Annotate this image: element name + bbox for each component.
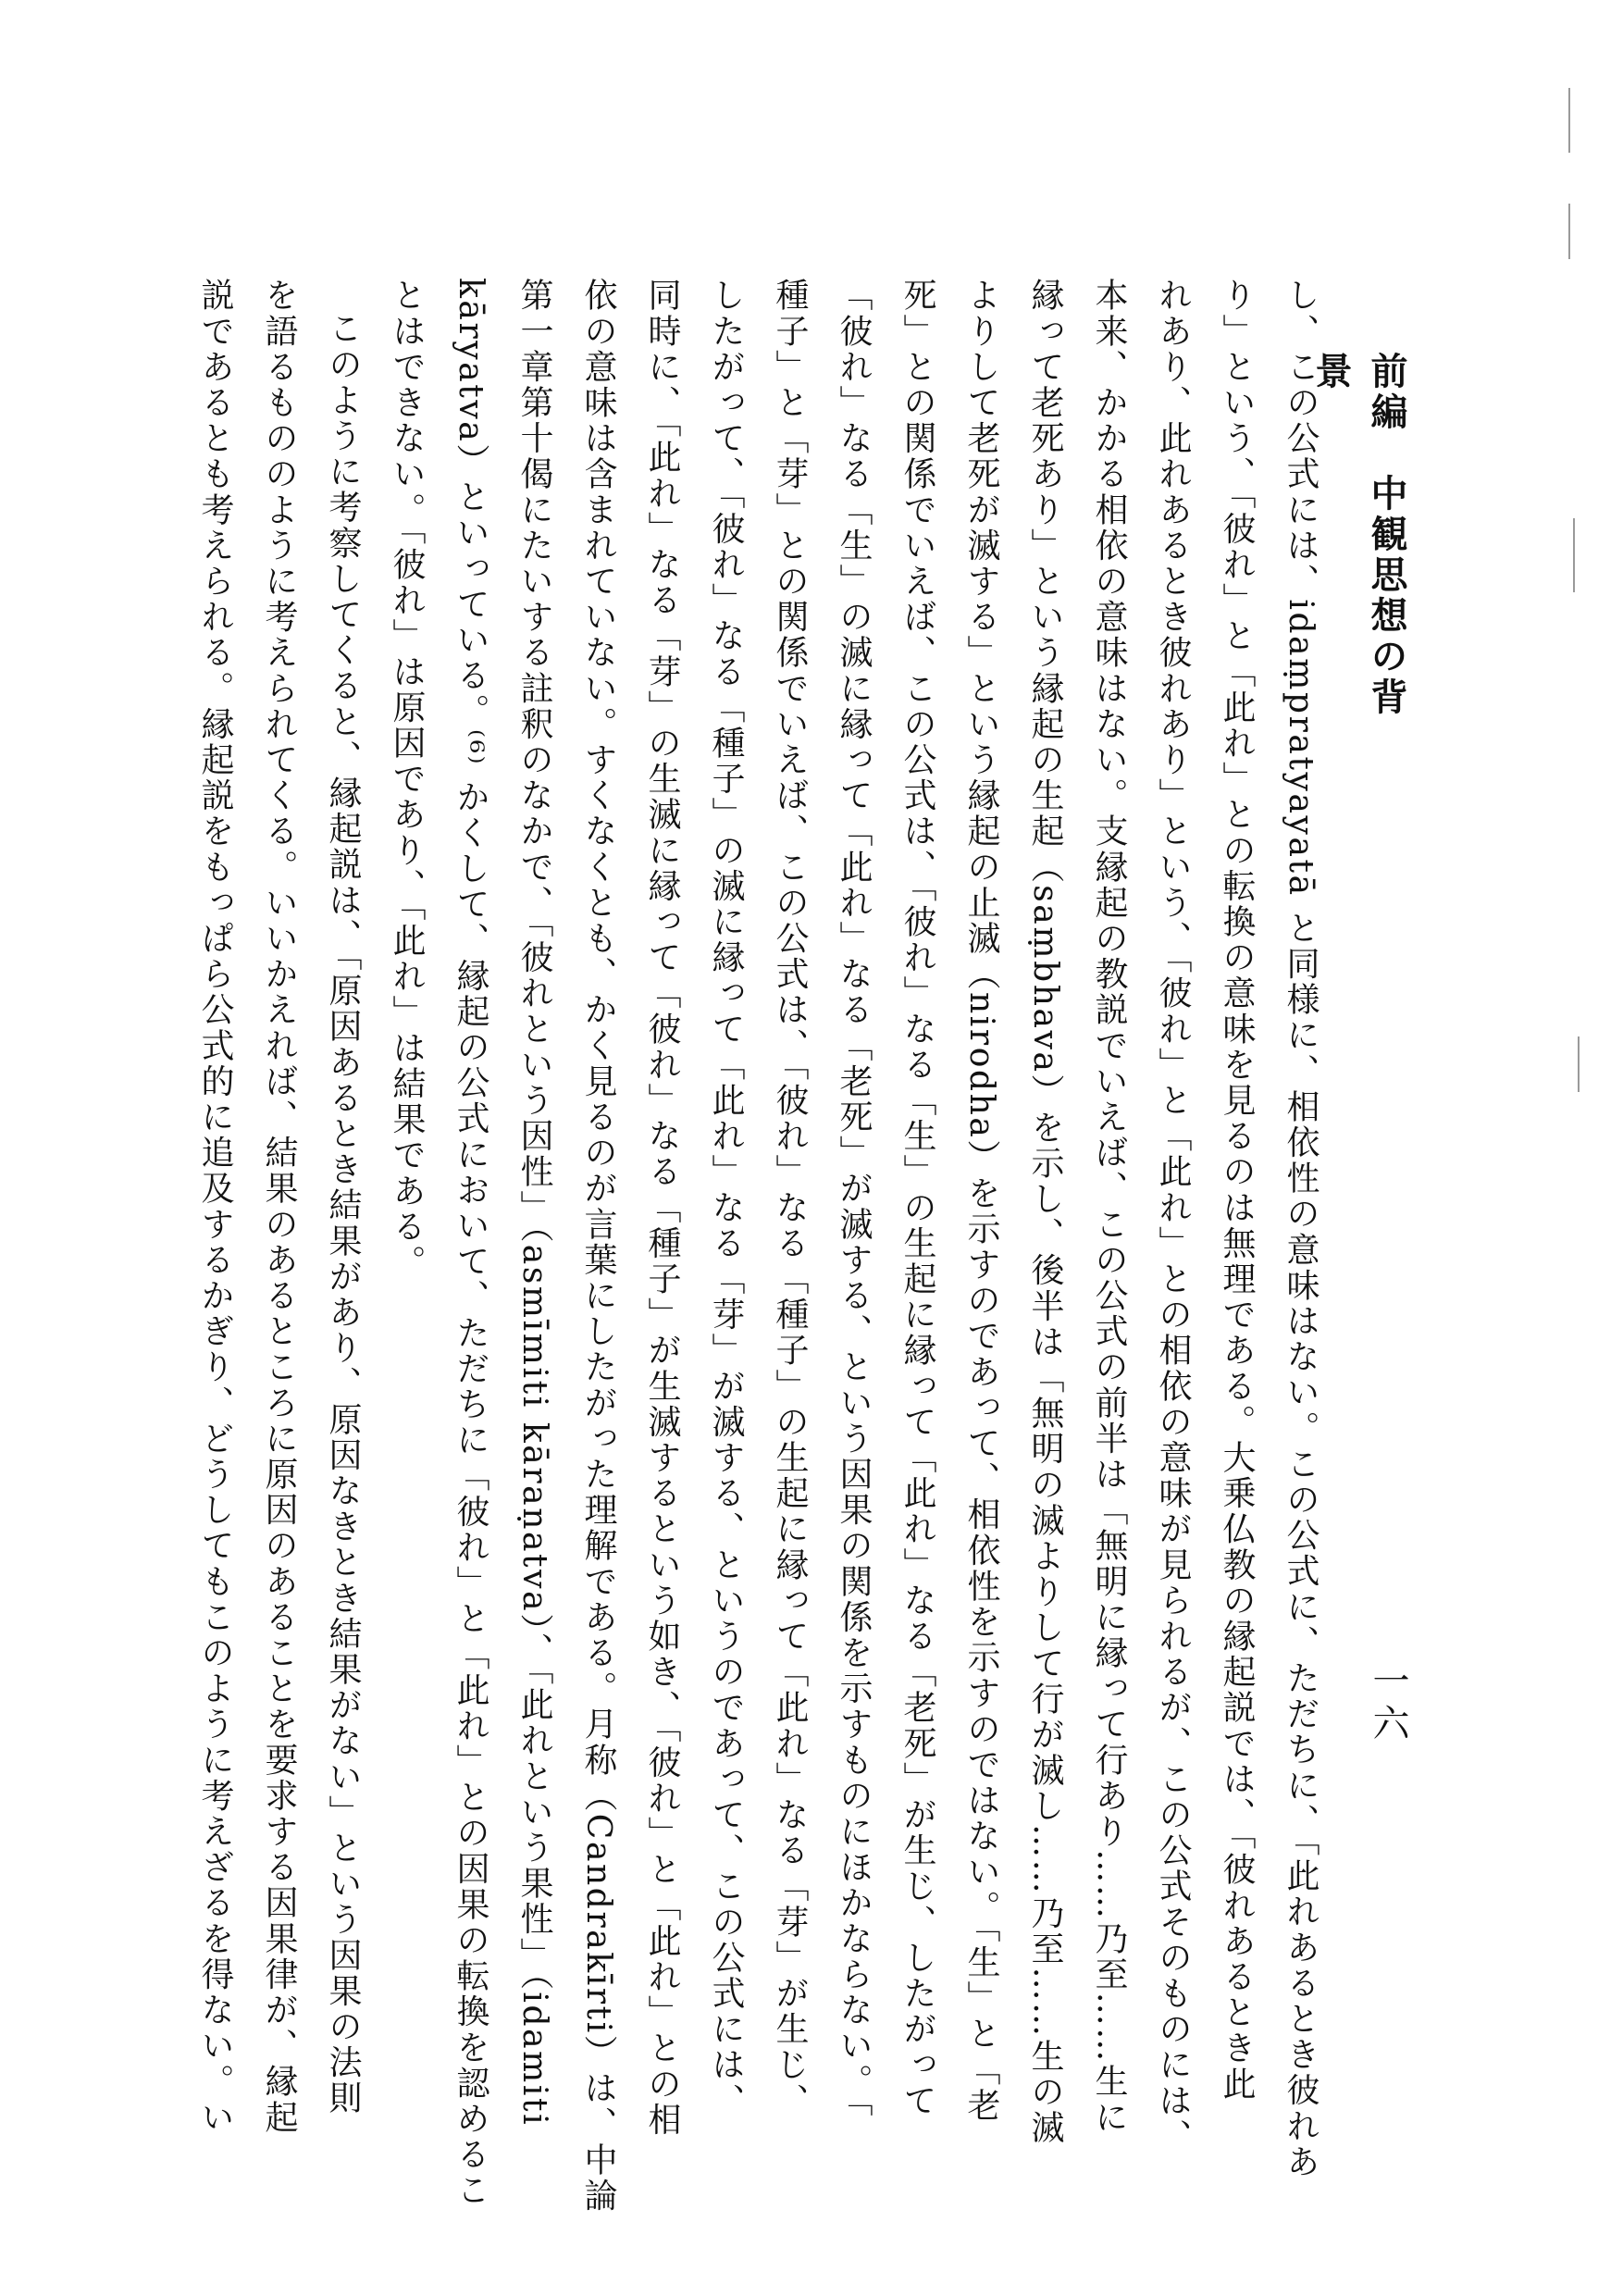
text-column: れあり、此れあるとき彼れあり」という、「彼れ」と「此れ」との相依の意味が見られるが、この公式そのものには、 [1154,278,1192,2154]
text-column: 本来、かかる相依の意味はない。支縁起の教説でいえば、この公式の前半は「無明に縁って行あり……乃至……生に [1090,278,1128,2136]
running-header: 前編 中観思想の背景 [1309,352,1408,718]
page-number: 一六 [1367,1661,1409,1746]
text-column: を語るもののように考えられてくる。いいかえれば、結果のあるところに原因のあることを要求する因果律が、縁起 [260,278,298,2136]
text-column: とはできない。「彼れ」は原因であり、「此れ」は結果である。 [388,278,426,1281]
text-column: 依の意味は含まれていない。すくなくとも、かく見るのが言葉にしたがった理解である。月称（Candrakīrti）は、中論 [579,278,617,2214]
body-text [190,278,1332,2214]
text-column: 「彼れ」なる「生」の滅に縁って「此れ」なる「老死」が滅する、という因果の関係を示すものにほかならない。「 [835,278,873,2119]
text-column: kāryatva）といっている。⁽⁶⁾ かくして、縁起の公式において、ただちに「彼れ」と「此れ」との因果の転換を認めるこ [452,278,489,2209]
text-column: 死」との関係でいえば、この公式は、「彼れ」なる「生」の生起に縁って「此れ」なる「老死」が生じ、したがって [898,278,936,2119]
text-column: 同時に、「此れ」なる「芽」の生滅に縁って「彼れ」なる「種子」が生滅するという如き、「彼れ」と「此れ」との相 [643,278,681,2138]
text-column: 縁って老死あり」という縁起の生起（saṃbhava）を示し、後半は「無明の滅よりして行が滅し……乃至……生の滅 [1026,278,1064,2146]
paragraph-start-column: このように考察してくると、縁起説は、「原因あるとき結果があり、原因なきとき結果がない」という因果の法則 [324,311,362,2116]
body-text-columns [183,278,1332,2214]
text-column: 種子」と「芽」との関係でいえば、この公式は、「彼れ」なる「種子」の生起に縁って「此れ」なる「芽」が生じ、 [771,278,809,2119]
text-column: 第一章第十偈にたいする註釈のなかで、「彼れという因性」（asmīmiti kāraṇatva）、「此れという果性」（idamiti [515,278,553,2128]
scan-edge-mark [1568,88,1570,153]
text-column: 説であるとも考えられる。縁起説をもっぱら公式的に追及するかぎり、どうしてもこのように考えざるを得ない。い [196,278,234,2136]
text-column: し、この公式には、idaṃpratyayatā と同様に、相依性の意味はない。この公式に、ただちに、「此れあるとき彼れあ [1282,278,1319,2180]
text-column: したがって、「彼れ」なる「種子」の滅に縁って「此れ」なる「芽」が滅する、というのであって、この公式には、 [707,278,745,2119]
text-column: よりして老死が滅する」という縁起の止滅（nirodha）を示すのであって、相依性を示すのではない。「生」と「老 [962,278,1000,2124]
scan-edge-mark [1578,1036,1580,1092]
scan-edge-mark [1573,518,1575,592]
text-column: り」という、「彼れ」と「此れ」との転換の意味を見るのは無理である。大乗仏教の縁起説では、「彼れあるとき此 [1218,278,1256,2103]
scan-edge-mark [1568,204,1570,259]
